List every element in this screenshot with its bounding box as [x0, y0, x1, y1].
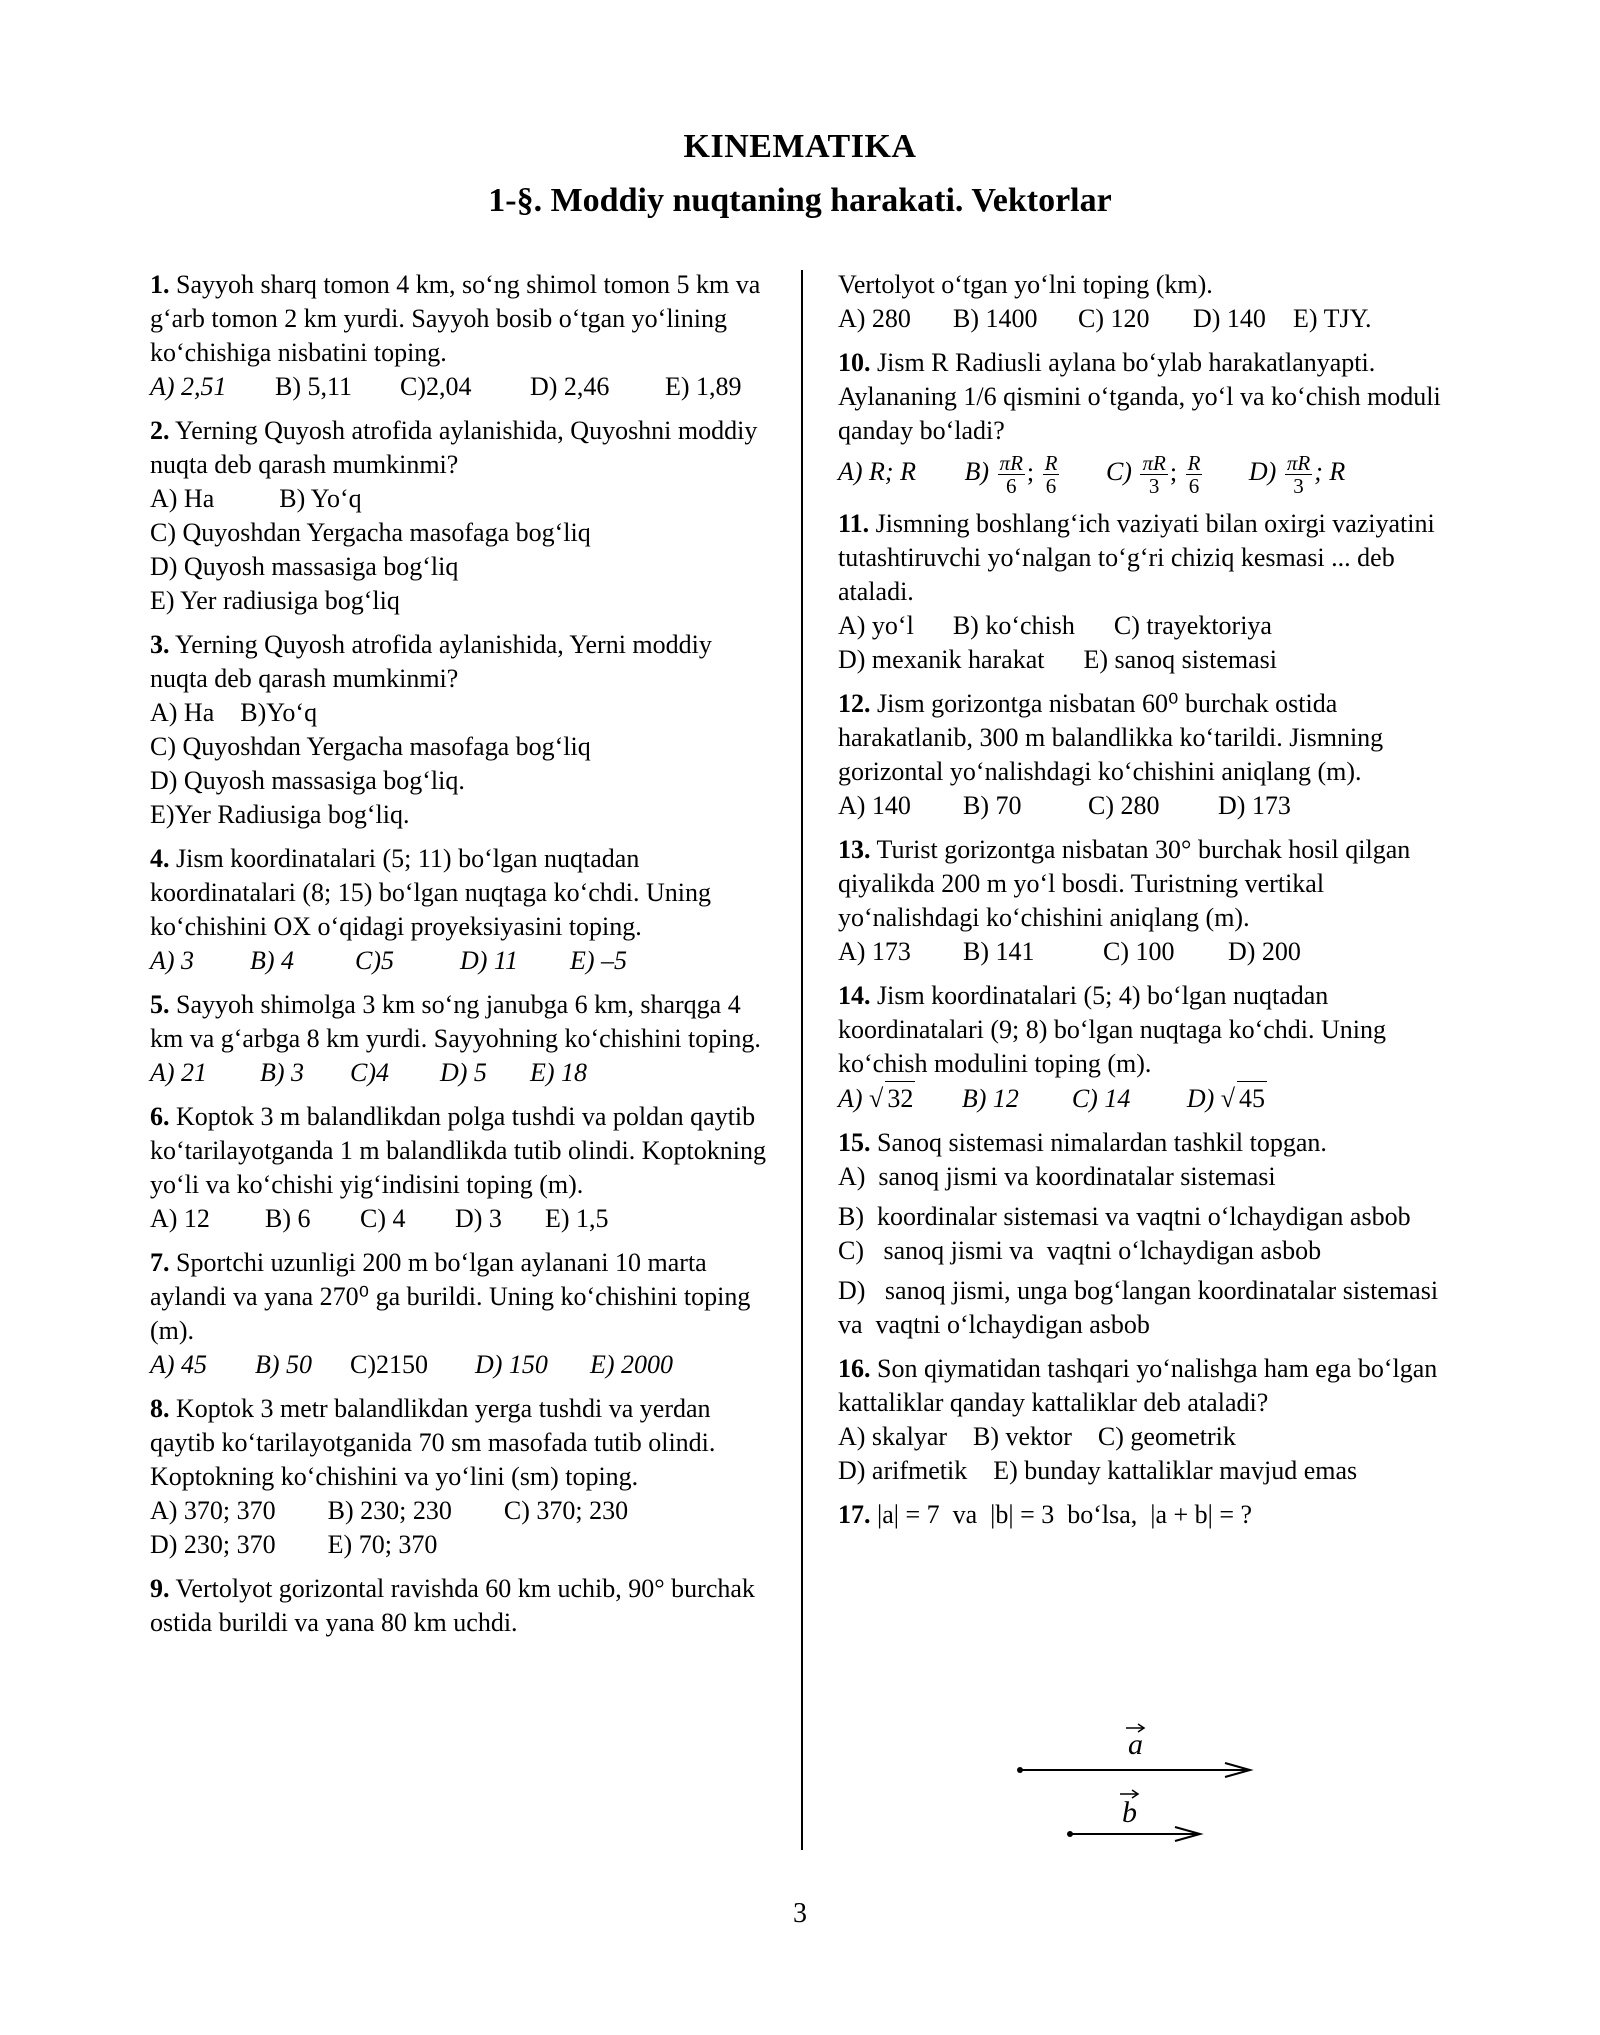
page-number: 3	[793, 1898, 807, 1929]
answer-option: D) 11	[460, 946, 519, 975]
question-number: 4.	[150, 844, 170, 873]
answer-option: A)	[838, 1084, 863, 1113]
answer-option: C) 4	[360, 1204, 406, 1233]
answer-option: B) 6	[265, 1204, 311, 1233]
question-6	[150, 1100, 770, 1236]
answer-option: D) 200	[1228, 937, 1301, 966]
answer-line: A) Ha B)Yo‘q	[150, 698, 318, 727]
answer-option: A) 3	[150, 946, 195, 975]
question-number: 9.	[150, 1574, 170, 1603]
answer-option: A) 2,51	[150, 372, 227, 401]
sqrt-value: 32	[885, 1081, 915, 1116]
question-14	[838, 979, 1458, 1116]
answer-option: C) 280	[1088, 791, 1160, 820]
answer-option: C)2150	[350, 1350, 428, 1379]
question-number: 17.	[838, 1500, 871, 1529]
answer-line: A) Ha B) Yo‘q	[150, 484, 362, 513]
answer-option: E) TJY.	[1293, 304, 1372, 333]
answer-row	[150, 372, 742, 401]
question-number: 1.	[150, 270, 170, 299]
question-3	[150, 628, 770, 832]
question-8	[150, 1392, 770, 1562]
answer-option: A) 280	[838, 304, 911, 333]
answer-option: B) 70	[963, 791, 1022, 820]
question-number: 10.	[838, 348, 871, 377]
answer-option: E) 2000	[590, 1350, 674, 1379]
answer-option: B) 50	[255, 1350, 313, 1379]
fraction: $\frac{\pi R}{6}$	[999, 451, 1023, 498]
question-15	[838, 1126, 1458, 1342]
answer-option: B) 12	[961, 1084, 1019, 1113]
answer-option: D) 150	[475, 1350, 548, 1379]
answer-option: A) 21	[150, 1058, 208, 1087]
answer-option: B) 5,11	[275, 372, 353, 401]
answer-row	[150, 946, 627, 975]
section-title: 1-§. Moddiy nuqtaning harakati. Vektorlar	[488, 182, 1112, 219]
question-number: 11.	[838, 509, 870, 538]
answer-option: E) –5	[570, 946, 628, 975]
answer-option: E) 1,89	[665, 372, 742, 401]
question-text: Vertolyot gorizontal ravishda 60 km uchib, 90° burchak ostida burildi va yana 80 km uchdi.	[150, 1574, 755, 1637]
answer-option: D) 2,46	[530, 372, 610, 401]
answer-line: D) Quyosh massasiga bog‘liq	[150, 552, 459, 581]
answer-row	[838, 791, 1291, 820]
question-12	[838, 687, 1458, 823]
question-10	[838, 346, 1458, 497]
question-16	[838, 1352, 1458, 1488]
answer-line: A) 370; 370 B) 230; 230 C) 370; 230	[150, 1496, 629, 1525]
question-number: 8.	[150, 1394, 170, 1423]
question-text: Son qiymatidan tashqari yo‘nalishga ham ega bo‘lgan kattaliklar qanday kattaliklar deb ataladi?	[838, 1354, 1438, 1417]
question-text: Sayyoh sharq tomon 4 km, so‘ng shimol tomon 5 km va g‘arb tomon 2 km yurdi. Sayyoh bosib o‘tgan yo‘lining ko‘chishiga nisbatini toping.	[150, 270, 761, 367]
answer-line: A) yo‘l B) ko‘chish C) trayektoriya	[838, 611, 1272, 640]
answer-row	[838, 937, 1301, 966]
question-number: 13.	[838, 835, 871, 864]
answer-option: C)4	[350, 1058, 389, 1087]
fraction: $\frac{R}{6}$	[1187, 451, 1201, 498]
answer-line: E)Yer Radiusiga bog‘liq.	[150, 800, 410, 829]
answer-option: E) 1,5	[545, 1204, 609, 1233]
question-text: |a| = 7 va |b| = 3 bo‘lsa, |a + b| = ?	[877, 1500, 1253, 1529]
answer-option: C)2,04	[400, 372, 472, 401]
answer-option: D) 3	[455, 1204, 502, 1233]
vector-a-label: a	[1128, 1728, 1143, 1761]
question-number: 5.	[150, 990, 170, 1019]
question-4	[150, 842, 770, 978]
answer-line: A) skalyar B) vektor C) geometrik	[838, 1422, 1236, 1451]
question-text: Jismning boshlang‘ich vaziyati bilan oxirgi vaziyatini tutashtiruvchi yo‘nalgan to‘g‘ri chiziq kesmasi ... deb ataladi.	[838, 509, 1435, 606]
vectors-figure	[1010, 1720, 1270, 1850]
fraction: $\frac{\pi R}{3}$	[1286, 451, 1311, 498]
question-number: 2.	[150, 416, 170, 445]
answer-line: C) sanoq jismi va vaqtni o‘lchaydigan asbob	[838, 1236, 1322, 1265]
answer-option: D)	[1186, 1084, 1215, 1113]
question-9	[150, 1572, 770, 1640]
answer-line: C) Quyoshdan Yergacha masofaga bog‘liq	[150, 732, 591, 761]
answer-option: D)	[1248, 457, 1277, 487]
answer-line: E) Yer radiusiga bog‘liq	[150, 586, 400, 615]
question-text: Koptok 3 m balandlikdan polga tushdi va poldan qaytib ko‘tarilayotganda 1 m balandlikda tutib olindi. Koptokning yo‘li va ko‘chishi yig‘indisini toping (m).	[150, 1102, 766, 1199]
answer-option: A) 45	[150, 1350, 208, 1379]
answer-line: D) Quyosh massasiga bog‘liq.	[150, 766, 465, 795]
question-5	[150, 988, 770, 1090]
answer-option: B) 141	[963, 937, 1035, 966]
question-number: 16.	[838, 1354, 871, 1383]
answer-line: D) mexanik harakat E) sanoq sistemasi	[838, 645, 1277, 674]
question-13	[838, 833, 1458, 969]
question-text: Sayyoh shimolga 3 km so‘ng janubga 6 km, sharqga 4 km va g‘arbga 8 km yurdi. Sayyohning ko‘chishini toping.	[150, 990, 761, 1053]
answer-option: C) 14	[1071, 1084, 1131, 1113]
answer-option: A) 173	[838, 937, 911, 966]
fraction: $\frac{\pi R}{3}$	[1142, 451, 1166, 498]
answer-option: A) R; R	[838, 457, 916, 487]
answer-option: D) 173	[1218, 791, 1291, 820]
question-text: Yerning Quyosh atrofida aylanishida, Quyoshni moddiy nuqta deb qarash mumkinmi?	[150, 416, 758, 479]
answer-option: B)	[964, 457, 990, 487]
answer-option: C)	[1105, 457, 1132, 487]
question-2	[150, 414, 770, 618]
left-column	[150, 268, 770, 1650]
question-11	[838, 507, 1458, 677]
answer-line: D) 230; 370 E) 70; 370	[150, 1530, 438, 1559]
question-number: 14.	[838, 981, 871, 1010]
answer-row: A) R; R B) $\frac{\pi R}{6}$ ; $\frac{R}{6}$ C) $\frac{\pi R}{3}$ ; $\frac{R}{6}$ D) $\frac{\pi R}{3}$ ; R	[838, 451, 1346, 498]
chapter-title: KINEMATIKA	[683, 128, 917, 165]
answer-line: B) koordinalar sistemasi va vaqtni o‘lchaydigan asbob	[838, 1202, 1411, 1231]
answer-row: A) √ 32 B) 12 C) 14 D) √ 45	[838, 1084, 1267, 1113]
question-number: 7.	[150, 1248, 170, 1277]
question-number: 3.	[150, 630, 170, 659]
answer-line: D) sanoq jismi, unga bog‘langan koordinatalar sistemasi va vaqtni o‘lchaydigan asbob	[838, 1276, 1445, 1339]
question-9-continued	[838, 268, 1458, 336]
fraction: $\frac{R}{6}$	[1044, 451, 1058, 498]
answer-option: B) 4	[250, 946, 295, 975]
answer-option: E) 18	[530, 1058, 588, 1087]
answer-option: C)5	[355, 946, 394, 975]
answer-row	[150, 1058, 587, 1087]
answer-option: C) 120	[1078, 304, 1150, 333]
answer-line: C) Quyoshdan Yergacha masofaga bog‘liq	[150, 518, 591, 547]
question-number: 6.	[150, 1102, 170, 1131]
question-1	[150, 268, 770, 404]
question-7	[150, 1246, 770, 1382]
question-text: Jism R Radiusli aylana bo‘ylab harakatlanyapti. Aylananing 1/6 qismini o‘tganda, yo‘l va ko‘chish moduli qanday bo‘ladi?	[838, 348, 1441, 445]
question-text: Jism koordinatalari (5; 11) bo‘lgan nuqtadan koordinatalari (8; 15) bo‘lgan nuqtaga ko‘chdi. Uning ko‘chishini OX o‘qidagi proyeksiyasini toping.	[150, 844, 712, 941]
answer-row	[838, 304, 1372, 333]
answer-line: A) sanoq jismi va koordinatalar sistemasi	[838, 1162, 1276, 1191]
answer-option: A) 12	[150, 1204, 210, 1233]
answer-option: D) 140	[1193, 304, 1266, 333]
answer-option: C) 100	[1103, 937, 1175, 966]
sqrt-value: 45	[1237, 1081, 1267, 1116]
question-number: 15.	[838, 1128, 871, 1157]
column-divider	[801, 270, 803, 1850]
right-column	[838, 268, 1458, 1542]
answer-option: D) 5	[440, 1058, 487, 1087]
answer-option: B) 1400	[953, 304, 1038, 333]
question-text: Sanoq sistemasi nimalardan tashkil topgan.	[877, 1128, 1327, 1157]
question-text: Koptok 3 metr balandlikdan yerga tushdi va yerdan qaytib ko‘tarilayotganida 70 sm masofada tutib olindi. Koptokning ko‘chishini va yo‘lini (sm) toping.	[150, 1394, 716, 1491]
question-17	[838, 1498, 1458, 1532]
question-text: Turist gorizontga nisbatan 30° burchak hosil qilgan qiyalikda 200 m yo‘l bosdi. Turistning vertikal yo‘nalishdagi ko‘chishini aniqlang (m).	[838, 835, 1411, 932]
question-text: Vertolyot o‘tgan yo‘lni toping (km).	[838, 270, 1213, 299]
question-text: Jism gorizontga nisbatan 60⁰ burchak ostida harakatlanib, 300 m balandlikka ko‘tarildi. Jismning gorizontal yo‘nalishdagi ko‘chishini aniqlang (m).	[838, 689, 1384, 786]
question-text: Sportchi uzunligi 200 m bo‘lgan aylanani 10 marta aylandi va yana 270⁰ ga burildi. Uning ko‘chishini toping (m).	[150, 1248, 751, 1345]
answer-option: A) 140	[838, 791, 911, 820]
question-text: Yerning Quyosh atrofida aylanishida, Yerni moddiy nuqta deb qarash mumkinmi?	[150, 630, 712, 693]
question-number: 12.	[838, 689, 871, 718]
vector-b-label: b	[1122, 1796, 1137, 1829]
question-text: Jism koordinatalari (5; 4) bo‘lgan nuqtadan koordinatalari (9; 8) bo‘lgan nuqtaga ko‘chdi. Uning ko‘chish modulini toping (m).	[838, 981, 1387, 1078]
answer-row	[150, 1204, 609, 1233]
answer-row	[150, 1350, 673, 1379]
answer-line: D) arifmetik E) bunday kattaliklar mavjud emas	[838, 1456, 1358, 1485]
answer-option: B) 3	[260, 1058, 305, 1087]
